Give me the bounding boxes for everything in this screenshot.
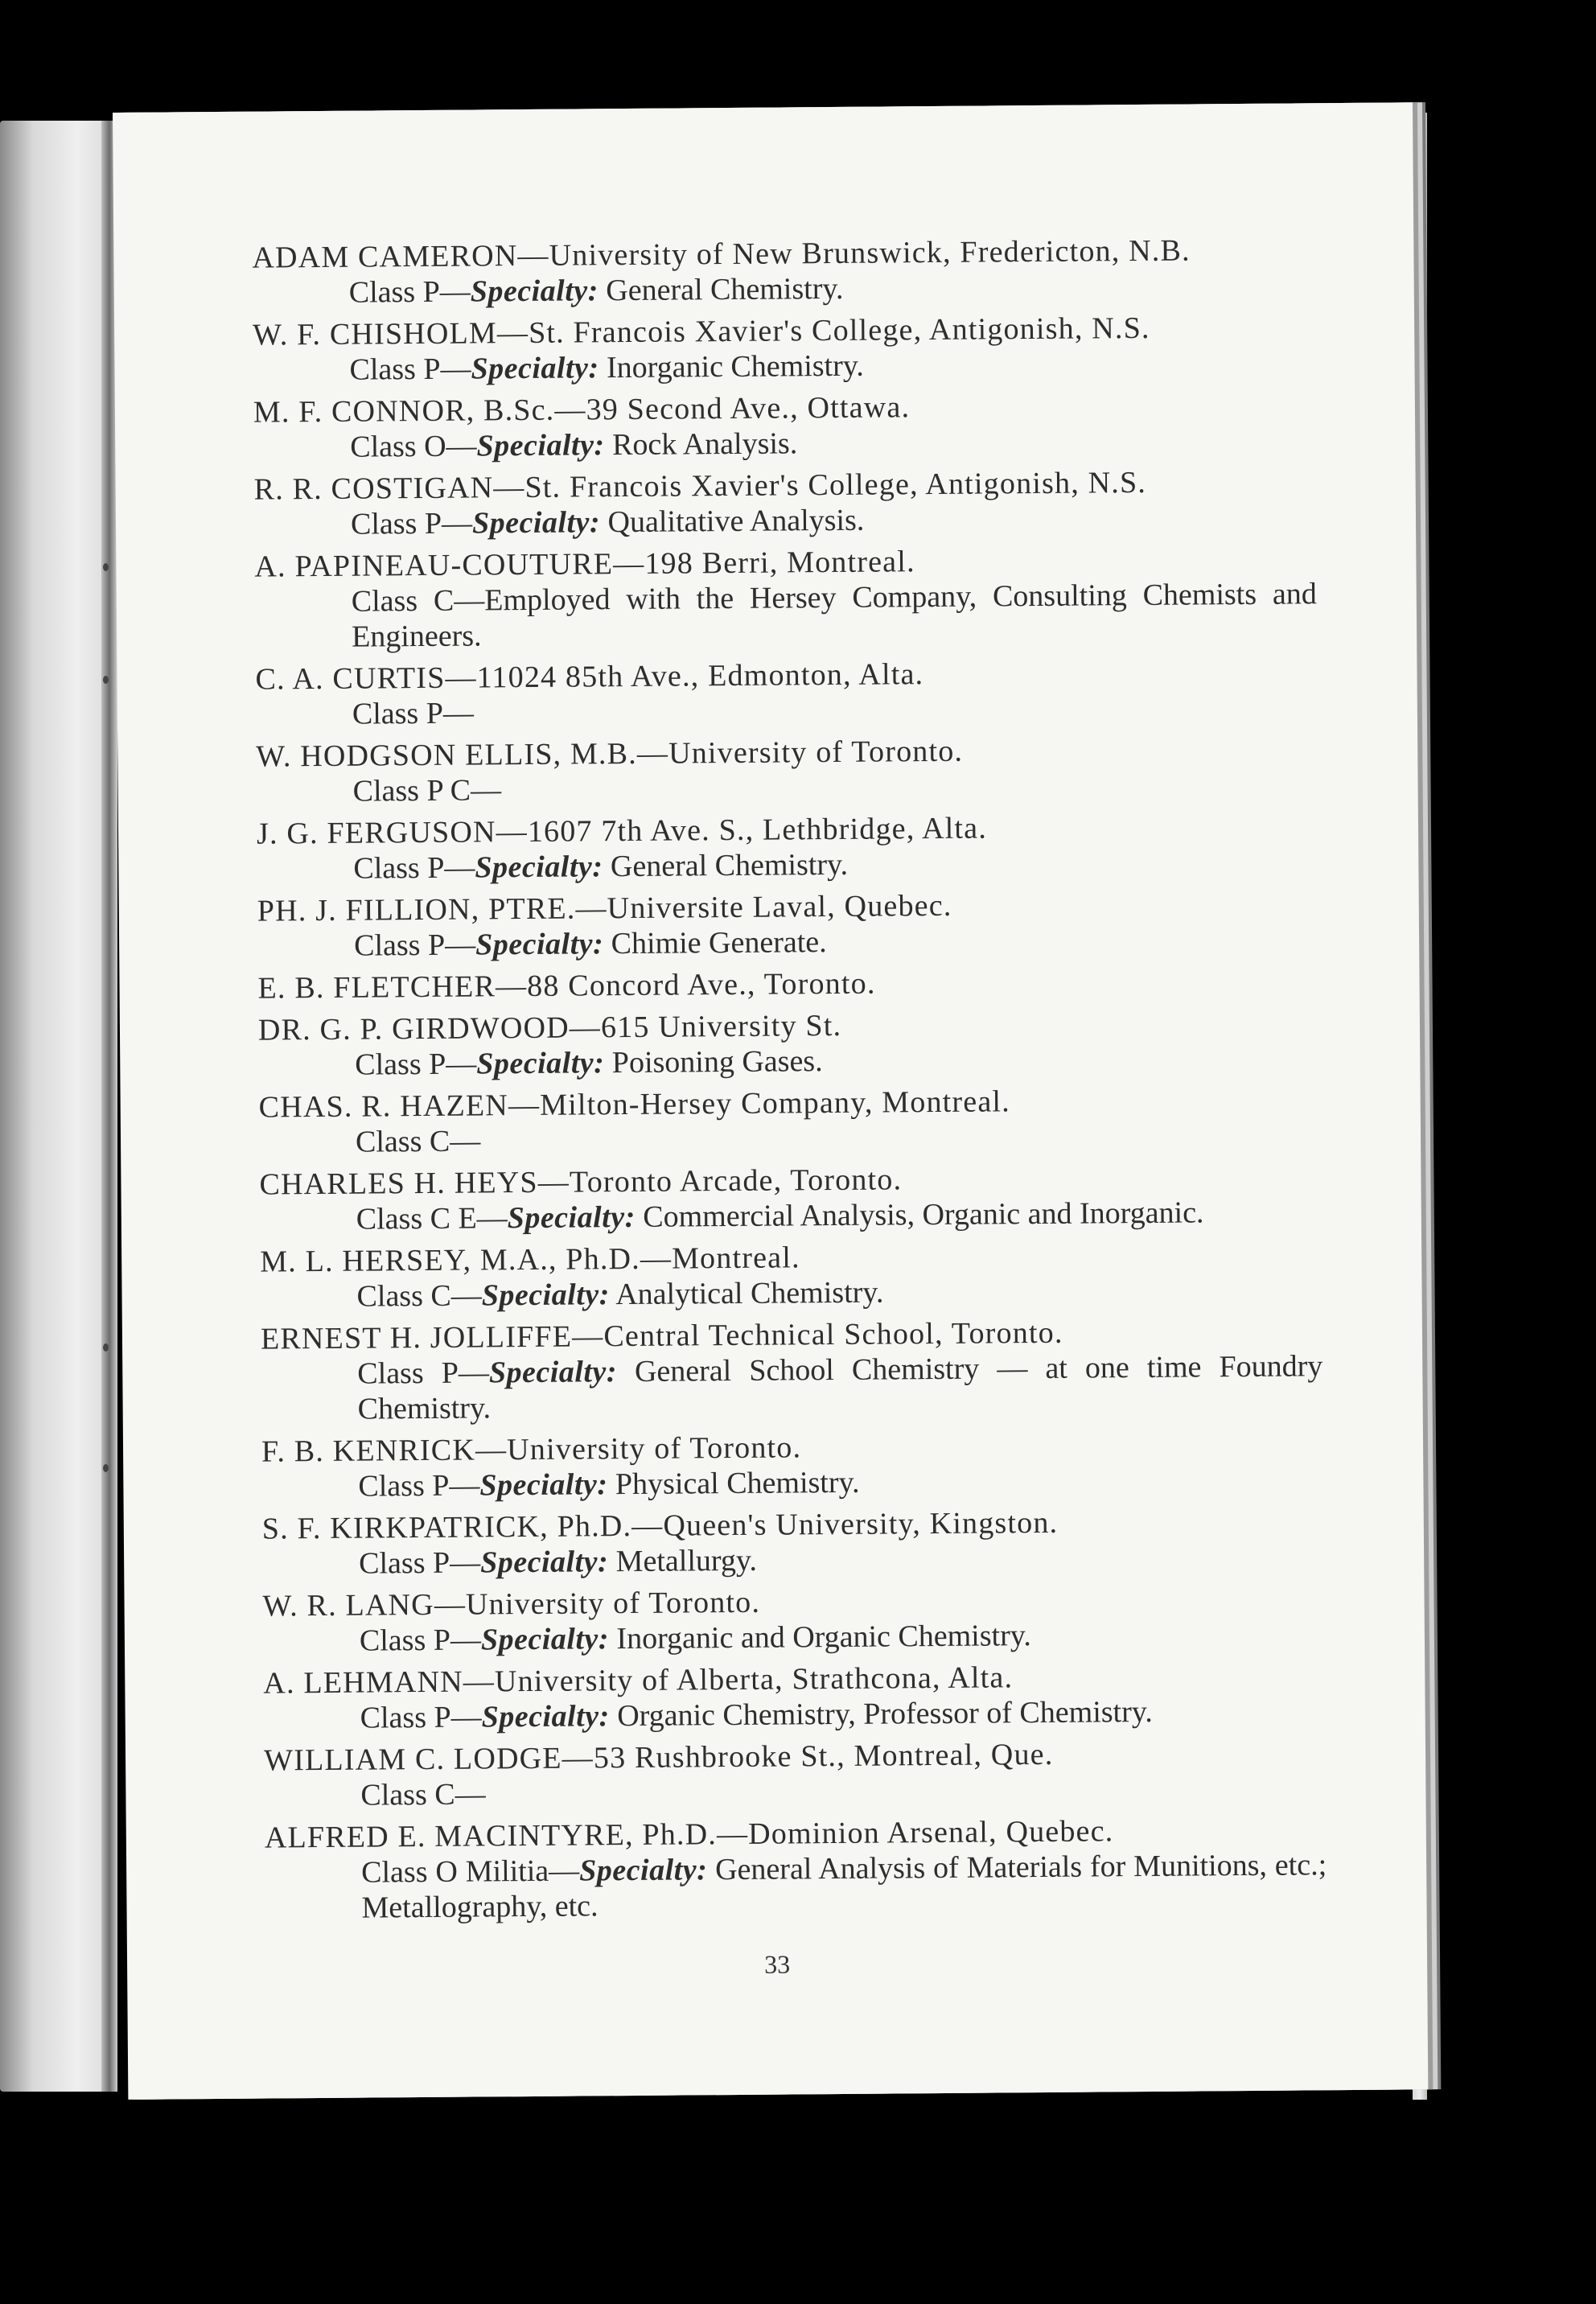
specialty-text: General Chemistry.	[598, 271, 844, 308]
directory-entry	[259, 1081, 1322, 1160]
directory-entry	[262, 1580, 1325, 1659]
member-name: F. B. KENRICK—University of Toronto.	[261, 1430, 802, 1469]
member-name: R. R. COSTIGAN—St. Francois Xavier's College, Antigonish, N.S.	[253, 465, 1147, 507]
specialty-text: Inorganic and Organic Chemistry.	[608, 1619, 1031, 1656]
directory-entry	[261, 1426, 1324, 1504]
book-page	[113, 102, 1428, 2100]
membership-class: Class P—	[357, 1356, 490, 1391]
member-detail	[256, 766, 1318, 809]
member-name: ADAM CAMERON—University of New Brunswick, Fredericton, N.B.	[252, 233, 1191, 275]
member-name: C. A. CURTIS—11024 85th Ave., Edmonton, Alta.	[255, 657, 924, 697]
directory-entry	[254, 463, 1317, 542]
membership-class: Class P—	[359, 1545, 481, 1581]
membership-class: Class C—	[355, 1124, 481, 1159]
membership-class: Class P—	[359, 1623, 482, 1658]
membership-class: Class P—	[355, 1047, 477, 1082]
directory-entry	[258, 1004, 1321, 1083]
member-detail	[256, 689, 1318, 732]
membership-class: Class C—	[356, 1278, 482, 1314]
specialty-label: Specialty:	[476, 1046, 605, 1081]
membership-class: Class P—	[358, 1468, 480, 1504]
specialty-text: Physical Chemistry.	[607, 1465, 860, 1502]
directory-entry	[257, 885, 1320, 964]
membership-class: Class P—	[360, 1700, 482, 1735]
directory-entry	[256, 730, 1318, 809]
member-name: DR. G. P. GIRDWOOD—615 University St.	[257, 1008, 842, 1047]
directory-entry	[254, 541, 1317, 655]
membership-class: Class P—	[353, 850, 475, 886]
membership-class: Class P—	[350, 506, 473, 541]
membership-class: Class P—	[352, 696, 475, 731]
member-detail	[253, 422, 1315, 465]
member-detail	[257, 843, 1318, 887]
member-detail	[258, 1039, 1320, 1083]
specialty-text: Commercial Analysis, Organic and Inorganic.	[635, 1195, 1204, 1234]
member-detail	[264, 1770, 1326, 1813]
page-number: 33	[763, 1949, 791, 1979]
specialty-label: Specialty:	[507, 1199, 636, 1236]
membership-class: Class O—	[350, 429, 477, 464]
member-detail	[265, 1847, 1327, 1926]
specialty-label: Specialty:	[480, 1622, 610, 1657]
specialty-text: Chimie Generate.	[603, 925, 827, 961]
left-page-edge	[0, 121, 109, 2092]
member-detail	[260, 1271, 1322, 1315]
member-detail	[253, 267, 1314, 311]
binding-mark	[103, 1343, 109, 1352]
member-listing	[252, 232, 1327, 1932]
binding-mark	[103, 676, 109, 684]
member-name: M. L. HERSEY, M.A., Ph.D.—Montreal.	[260, 1240, 800, 1279]
specialty-text: Poisoning Gases.	[604, 1044, 823, 1080]
specialty-label: Specialty:	[481, 1277, 610, 1313]
specialty-text: Qualitative Analysis.	[599, 503, 865, 540]
specialty-label: Specialty:	[579, 1853, 708, 1888]
member-detail	[261, 1348, 1323, 1427]
member-name: W. F. CHISHOLM—St. Francois Xavier's College, Antigonish, N.S.	[253, 311, 1150, 352]
directory-entry	[263, 1657, 1326, 1736]
member-name: A. LEHMANN—University of Alberta, Strathcona, Alta.	[263, 1660, 1014, 1701]
directory-entry	[261, 1313, 1323, 1427]
member-detail	[260, 1194, 1322, 1237]
specialty-label: Specialty:	[475, 927, 604, 962]
specialty-text: Rock Analysis.	[604, 426, 798, 463]
member-detail	[253, 344, 1314, 388]
member-detail	[257, 920, 1319, 964]
specialty-label: Specialty:	[470, 274, 598, 309]
membership-class: Class O Militia—	[361, 1853, 580, 1890]
member-detail	[255, 576, 1318, 655]
specialty-text: General Analysis of Materials for Munitions, etc.; Metallography, etc.	[361, 1848, 1327, 1925]
member-name: ERNEST H. JOLLIFFE—Central Technical School, Toronto.	[260, 1315, 1063, 1356]
specialty-label: Specialty:	[471, 351, 599, 386]
specialty-text: General Chemistry.	[603, 847, 849, 884]
member-name: CHAS. R. HAZEN—Milton-Hersey Company, Montreal.	[258, 1084, 1011, 1125]
directory-entry	[257, 962, 1319, 1006]
member-name: ALFRED E. MACINTYRE, Ph.D.—Dominion Arsenal, Quebec.	[264, 1814, 1114, 1855]
membership-class: Class P C—	[352, 773, 502, 808]
binding-mark	[103, 1464, 109, 1472]
membership-class: Class C—	[360, 1777, 486, 1812]
member-name: W. R. LANG—University of Toronto.	[262, 1585, 761, 1623]
specialty-label: Specialty:	[481, 1699, 610, 1734]
membership-class: Class C—Employed with the Hersey Company, Consulting Chemists and Engineers.	[351, 577, 1317, 654]
membership-class: Class P—	[349, 352, 471, 387]
member-detail	[261, 1461, 1323, 1504]
specialty-text: Analytical Chemistry.	[609, 1275, 884, 1312]
specialty-label: Specialty:	[475, 850, 603, 885]
binding-mark	[103, 563, 109, 571]
member-name: S. F. KIRKPATRICK, Ph.D.—Queen's University, Kingston.	[261, 1505, 1059, 1546]
membership-class: Class P—	[348, 274, 471, 310]
directory-entry	[259, 1158, 1322, 1237]
membership-class: Class P—	[353, 928, 476, 963]
membership-class: Class C E—	[356, 1201, 508, 1236]
directory-entry	[253, 309, 1315, 388]
directory-entry	[252, 232, 1314, 311]
specialty-text: Inorganic Chemistry.	[598, 348, 864, 385]
member-name: W. HODGSON ELLIS, M.B.—University of Toronto.	[256, 734, 964, 774]
specialty-label: Specialty:	[488, 1355, 618, 1390]
specialty-label: Specialty:	[471, 505, 601, 541]
specialty-label: Specialty:	[479, 1467, 608, 1503]
directory-entry	[262, 1503, 1325, 1582]
member-detail	[263, 1615, 1325, 1659]
directory-entry	[265, 1812, 1327, 1926]
specialty-text: General School Chemistry — at one time Foundry Chemistry.	[357, 1349, 1323, 1426]
member-name: M. F. CONNOR, B.Sc.—39 Second Ave., Ottawa.	[253, 390, 911, 430]
member-name: WILLIAM C. LODGE—53 Rushbrooke St., Montreal, Que.	[263, 1737, 1054, 1778]
specialty-text: Metallurgy.	[608, 1543, 758, 1579]
directory-entry	[253, 386, 1316, 465]
specialty-label: Specialty:	[476, 428, 605, 463]
member-name: CHARLES H. HEYS—Toronto Arcade, Toronto.	[259, 1162, 903, 1202]
member-detail	[262, 1538, 1324, 1582]
directory-entry	[260, 1236, 1322, 1315]
specialty-label: Specialty:	[479, 1545, 609, 1580]
member-name: J. G. FERGUSON—1607 7th Ave. S., Lethbridge, Alta.	[256, 811, 988, 851]
directory-entry	[255, 653, 1318, 732]
member-detail	[259, 1117, 1321, 1160]
directory-entry	[264, 1734, 1327, 1813]
member-name: A. PAPINEAU-COUTURE—198 Berri, Montreal.	[254, 545, 915, 584]
member-detail	[254, 499, 1316, 542]
member-detail	[264, 1693, 1326, 1736]
directory-entry	[257, 808, 1319, 887]
member-name: PH. J. FILLION, PTRE.—Universite Laval, Quebec.	[257, 888, 952, 928]
member-name: E. B. FLETCHER—88 Concord Ave., Toronto.	[257, 966, 876, 1006]
specialty-text: Organic Chemistry, Professor of Chemistry.	[609, 1694, 1153, 1734]
